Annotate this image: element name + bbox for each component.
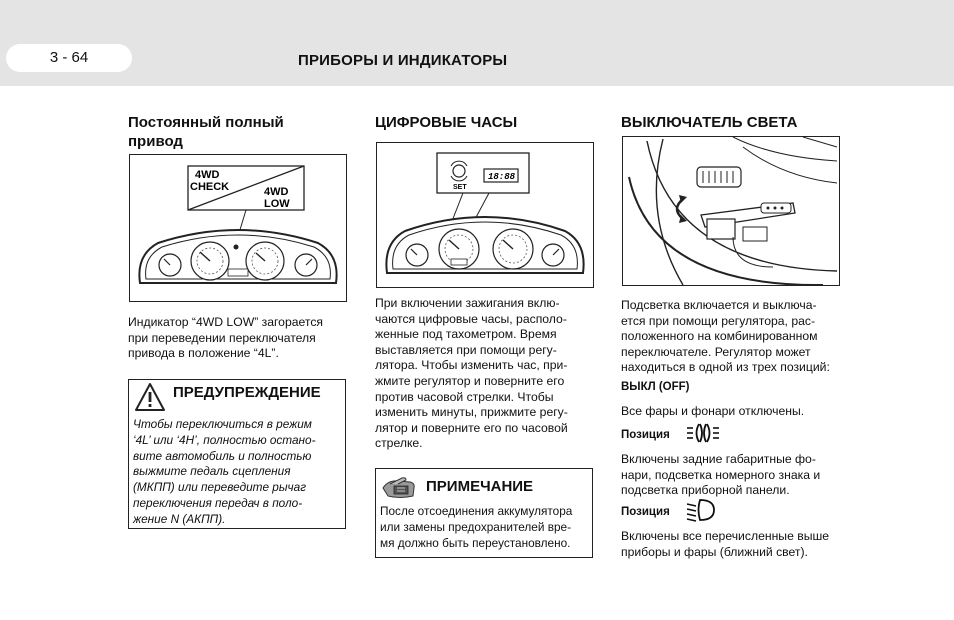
clock-cluster-figure xyxy=(376,142,594,288)
paragraph-line: Подсветка включается и выключа- xyxy=(621,298,817,312)
page-number: 3 - 64 xyxy=(6,44,132,72)
paragraph-line: при переведении переключателя xyxy=(128,330,316,345)
4wd-cluster-figure xyxy=(129,154,347,302)
4wd-heading xyxy=(128,113,284,151)
4wd-heading-line1: Постоянный полный xyxy=(128,114,284,131)
position2-label: Позиция xyxy=(621,506,670,518)
note-box xyxy=(375,468,593,558)
paragraph-line: женные под тахометром. Время xyxy=(375,327,557,342)
paragraph-line: При включении зажигания вклю- xyxy=(375,296,560,310)
parking-lights-icon xyxy=(686,420,720,446)
warning-title: ПРЕДУПРЕЖДЕНИЕ xyxy=(173,384,321,401)
warning-text xyxy=(133,417,341,528)
clock-display: 18:88 xyxy=(488,172,516,182)
warning-line: (МКПП) или переведите рычаг xyxy=(133,480,307,495)
4wd-heading-line2: привод xyxy=(128,133,183,150)
4wd-paragraph xyxy=(128,315,346,362)
paragraph-line: изменить минуты, прижмите регу- xyxy=(375,405,568,420)
paragraph-line: ется при помощи регулятора, рас- xyxy=(621,313,816,328)
clock-heading: ЦИФРОВЫЕ ЧАСЫ xyxy=(375,114,518,131)
paragraph-line: стрелке. xyxy=(375,436,423,451)
clock-set-label: SET xyxy=(453,184,467,191)
4wd-check-label-1: 4WD xyxy=(195,169,220,181)
paragraph-line: Включены задние габаритные фо- xyxy=(621,452,816,466)
paragraph-line: лятора. Чтобы изменить час, при- xyxy=(375,358,568,373)
paragraph-line: жмите регулятор и поверните его xyxy=(375,373,565,388)
paragraph-line: выставляется при помощи регу- xyxy=(375,342,557,357)
warning-line: вите автомобиль и полностью xyxy=(133,448,312,463)
paragraph-line: Включены все перечисленные выше xyxy=(621,529,830,543)
paragraph-line: привода в положение “4L”. xyxy=(128,346,279,361)
note-line: После отсоединения аккумулятора xyxy=(380,504,573,518)
position1-text xyxy=(621,452,839,499)
off-text: Все фары и фонари отключены. xyxy=(621,404,805,418)
warning-line: переключения передач в поло- xyxy=(133,495,303,510)
paragraph-line: Индикатор “4WD LOW” загорается xyxy=(128,315,324,329)
warning-line: ‘4L’ или ‘4H’, полностью остано- xyxy=(133,432,316,447)
warning-line: жение N (АКПП). xyxy=(133,511,226,526)
position2-text xyxy=(621,529,839,560)
4wd-low-label-2: LOW xyxy=(264,198,290,210)
paragraph-line: положенного на комбинированном xyxy=(621,329,818,344)
4wd-check-label-2: CHECK xyxy=(190,181,230,193)
paragraph-line: нари, подсветка номерного знака и xyxy=(621,467,821,482)
note-line: мя должно быть переустановлено. xyxy=(380,535,571,550)
paragraph-line: находиться в одной из трех позиций: xyxy=(621,360,830,375)
section-title: ПРИБОРЫ И ИНДИКАТОРЫ xyxy=(298,52,508,69)
paragraph-line: чаются цифровые часы, располо- xyxy=(375,311,567,326)
paragraph-line: приборы и фары (ближний свет). xyxy=(621,544,808,559)
warning-line: выжмите педаль сцепления xyxy=(133,464,291,479)
clock-paragraph xyxy=(375,296,593,452)
position1-label: Позиция xyxy=(621,429,670,441)
note-hand-icon xyxy=(380,474,418,500)
warning-line: Чтобы переключиться в режим xyxy=(133,417,312,431)
paragraph-line: лятор и поверните его по часовой xyxy=(375,420,568,435)
note-text xyxy=(380,504,590,551)
headlight-low-beam-icon xyxy=(686,497,716,523)
off-heading: ВЫКЛ (OFF) xyxy=(621,381,690,393)
light-switch-heading: ВЫКЛЮЧАТЕЛЬ СВЕТА xyxy=(621,114,798,131)
note-title: ПРИМЕЧАНИЕ xyxy=(426,478,534,495)
warning-box xyxy=(128,379,346,529)
light-switch-figure xyxy=(622,136,840,286)
paragraph-line: переключателе. Регулятор может xyxy=(621,344,811,359)
4wd-low-label-1: 4WD xyxy=(264,186,289,198)
light-switch-paragraph xyxy=(621,298,839,376)
paragraph-line: подсветка приборной панели. xyxy=(621,483,790,498)
paragraph-line: против часовой стрелки. Чтобы xyxy=(375,389,554,404)
note-line: или замены предохранителей вре- xyxy=(380,519,572,534)
warning-triangle-icon xyxy=(134,382,166,412)
header-band xyxy=(0,0,954,86)
